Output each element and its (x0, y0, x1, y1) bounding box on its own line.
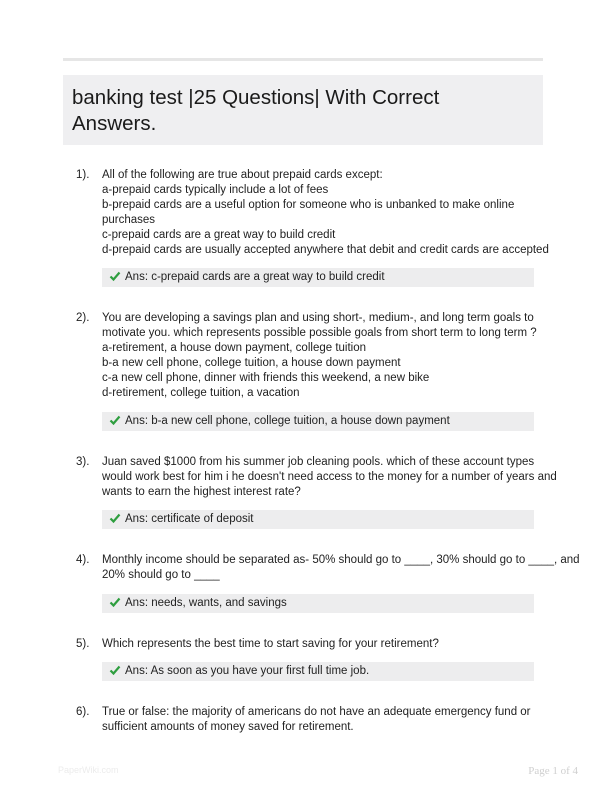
question-line: True or false: the majority of americans do not have an adequate emergency fund or (102, 706, 531, 718)
option-line: d-prepaid cards are usually accepted anywhere that debit and credit cards are accepted (102, 244, 549, 256)
page-number: Page 1 of 4 (528, 765, 578, 777)
question-line: would work best for him i he doesn't need access to the money for a number of years and (102, 471, 557, 483)
question-text (102, 311, 537, 401)
answer-text: Ans: c-prepaid cards are a great way to build credit (125, 271, 385, 283)
answer-box (102, 662, 534, 681)
answer-text: Ans: needs, wants, and savings (125, 597, 287, 609)
footer-watermark: PaperWiki.com (58, 765, 119, 775)
option-line: b-a new cell phone, college tuition, a house down payment (102, 357, 401, 369)
check-icon (109, 414, 121, 426)
answer-text: Ans: As soon as you have your first full time job. (125, 665, 370, 677)
option-line: c-a new cell phone, dinner with friends this weekend, a new bike (102, 372, 430, 384)
question-number: 5). (76, 638, 90, 650)
answer-box (102, 268, 534, 287)
check-icon (109, 596, 121, 608)
question-number: 6). (76, 706, 90, 718)
question-number: 3). (76, 456, 90, 468)
document-title-line-1: banking test |25 Questions| With Correct (72, 86, 440, 109)
answer-box (102, 510, 534, 529)
question-text (102, 705, 534, 735)
option-line: b-prepaid cards are a useful option for someone who is unbanked to make online (102, 199, 515, 211)
answer-text: Ans: b-a new cell phone, college tuition, a house down payment (125, 415, 450, 427)
question-line: Juan saved $1000 from his summer job cleaning pools. which of these account types (102, 456, 535, 468)
question-line: Which represents the best time to start saving for your retirement? (102, 638, 439, 650)
question-line: 20% should go to ____ (102, 569, 220, 581)
question-text (102, 168, 549, 258)
question-line: You are developing a savings plan and using short-, medium-, and long term goals to (102, 312, 534, 324)
title-banner (63, 75, 543, 145)
document-title-line-2: Answers. (72, 112, 157, 135)
question-number: 4). (76, 554, 90, 566)
question-line: motivate you. which represents possible possible goals from short term to long term ? (102, 327, 537, 339)
question-line: Monthly income should be separated as- 50% should go to ____, 30% should go to ____, and (102, 554, 580, 566)
question-line: All of the following are true about prepaid cards except: (102, 169, 383, 181)
question-line: sufficient amounts of money saved for retirement. (102, 721, 354, 733)
question-line: wants to earn the highest interest rate? (102, 486, 301, 498)
check-icon (109, 664, 121, 676)
check-icon (109, 512, 121, 524)
option-line: a-retirement, a house down payment, college tuition (102, 342, 367, 354)
answer-text: Ans: certificate of deposit (125, 513, 254, 525)
question-number: 1). (76, 169, 90, 181)
option-line: a-prepaid cards typically include a lot of fees (102, 184, 329, 196)
answer-box (102, 594, 534, 613)
top-divider (63, 58, 543, 61)
option-line: purchases (102, 214, 156, 226)
check-icon (109, 270, 121, 282)
question-text (102, 553, 580, 583)
answer-box (102, 412, 534, 431)
question-text (102, 637, 534, 652)
question-text (102, 455, 557, 500)
option-line: c-prepaid cards are a great way to build credit (102, 229, 336, 241)
document-title (72, 85, 533, 137)
option-line: d-retirement, college tuition, a vacation (102, 387, 300, 399)
question-number: 2). (76, 312, 90, 324)
